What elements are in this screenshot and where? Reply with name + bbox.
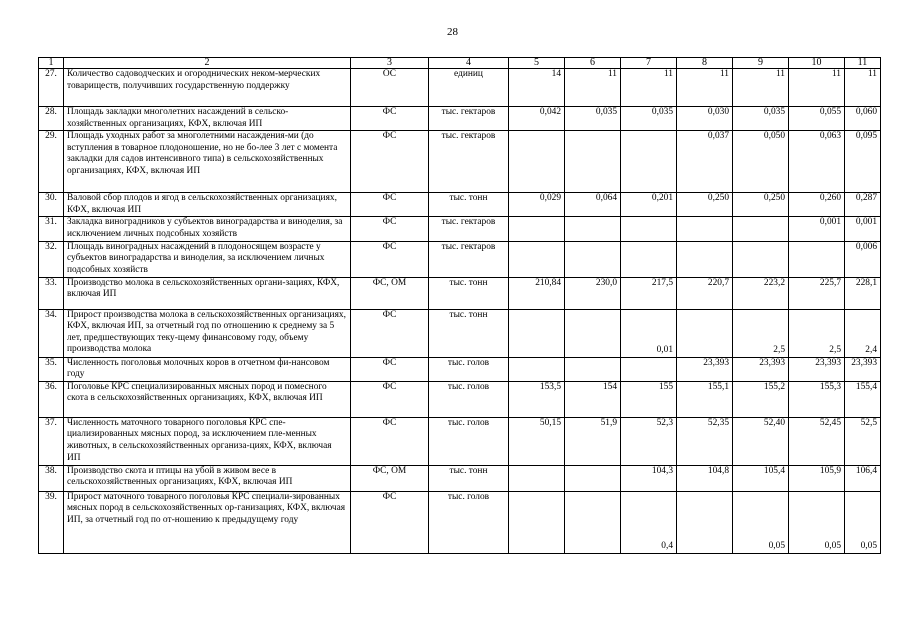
value-cell: 0,201 <box>621 193 677 217</box>
value-cell: 0,001 <box>789 217 845 241</box>
value-cell: 0,001 <box>845 217 881 241</box>
value-cell: 52,5 <box>845 417 881 465</box>
value-cell <box>621 131 677 193</box>
unit-of-measure: единиц <box>429 69 509 107</box>
row-number: 31. <box>39 217 64 241</box>
row-number: 38. <box>39 465 64 491</box>
value-cell <box>733 217 789 241</box>
value-cell: 0,05 <box>789 491 845 553</box>
row-number: 30. <box>39 193 64 217</box>
table-row <box>39 465 881 491</box>
unit-of-measure: тыс. голов <box>429 417 509 465</box>
indicator-name: Закладка виноградников у субъектов виноградарства и виноделия, за исключением личных подсобных хозяйств <box>64 217 351 241</box>
column-header-3: 3 <box>351 58 429 69</box>
indicator-name: Площадь виноградных насаждений в плодоносящем возрасте у субъектов виноградарства и виноделия, за исключением личных подсобных хозяйств <box>64 241 351 277</box>
value-cell: 0,05 <box>733 491 789 553</box>
value-cell <box>509 465 565 491</box>
indicator-table <box>38 57 881 554</box>
value-cell: 11 <box>677 69 733 107</box>
indicator-name: Количество садоводческих и огороднических неком-мерческих товариществ, получивших государственную поддержку <box>64 69 351 107</box>
data-source: ФС <box>351 491 429 553</box>
value-cell <box>621 217 677 241</box>
data-source: ФС <box>351 357 429 381</box>
unit-of-measure: тыс. тонн <box>429 277 509 309</box>
data-source: ФС <box>351 309 429 357</box>
column-header-11: 11 <box>845 58 881 69</box>
table-row <box>39 309 881 357</box>
value-cell: 154 <box>565 381 621 417</box>
column-header-9: 9 <box>733 58 789 69</box>
row-number: 32. <box>39 241 64 277</box>
table-row <box>39 417 881 465</box>
value-cell: 155,2 <box>733 381 789 417</box>
page-number: 28 <box>447 26 458 38</box>
value-cell: 0,029 <box>509 193 565 217</box>
value-cell: 11 <box>789 69 845 107</box>
value-cell <box>565 131 621 193</box>
value-cell: 50,15 <box>509 417 565 465</box>
value-cell <box>565 491 621 553</box>
value-cell: 52,45 <box>789 417 845 465</box>
row-number: 28. <box>39 107 64 131</box>
unit-of-measure: тыс. голов <box>429 381 509 417</box>
indicator-name: Прирост маточного товарного поголовья КРС специали-зированных мясных пород в сельскохозяйственных ор-ганизациях, КФХ, включая ИП, за отчетный год по от-ношению к предыдущему году <box>64 491 351 553</box>
value-cell: 0,030 <box>677 107 733 131</box>
data-source: ФС <box>351 131 429 193</box>
value-cell <box>789 241 845 277</box>
value-cell: 0,095 <box>845 131 881 193</box>
row-number: 27. <box>39 69 64 107</box>
value-cell: 0,063 <box>789 131 845 193</box>
indicator-name: Валовой сбор плодов и ягод в сельскохозяйственных организациях, КФХ, включая ИП <box>64 193 351 217</box>
value-cell: 0,064 <box>565 193 621 217</box>
value-cell <box>509 309 565 357</box>
value-cell <box>509 241 565 277</box>
data-source: ФС <box>351 107 429 131</box>
value-cell: 210,84 <box>509 277 565 309</box>
value-cell: 155,3 <box>789 381 845 417</box>
value-cell: 2,5 <box>789 309 845 357</box>
value-cell <box>565 465 621 491</box>
data-source: ФС <box>351 241 429 277</box>
value-cell: 0,287 <box>845 193 881 217</box>
table-row <box>39 69 881 107</box>
value-cell: 0,035 <box>565 107 621 131</box>
value-cell: 0,250 <box>677 193 733 217</box>
indicator-name: Производство скота и птицы на убой в живом весе в сельскохозяйственных организациях, КФХ, включая ИП <box>64 465 351 491</box>
value-cell: 2,5 <box>733 309 789 357</box>
value-cell: 0,035 <box>621 107 677 131</box>
value-cell: 0,050 <box>733 131 789 193</box>
value-cell: 23,393 <box>677 357 733 381</box>
value-cell <box>677 309 733 357</box>
value-cell <box>621 357 677 381</box>
table-row <box>39 107 881 131</box>
row-number: 39. <box>39 491 64 553</box>
indicator-name: Производство молока в сельскохозяйственных органи-зациях, КФХ, включая ИП <box>64 277 351 309</box>
value-cell <box>509 357 565 381</box>
value-cell: 52,35 <box>677 417 733 465</box>
value-cell: 155,4 <box>845 381 881 417</box>
table-row <box>39 357 881 381</box>
value-cell <box>565 241 621 277</box>
column-header-5: 5 <box>509 58 565 69</box>
data-source: ФС, ОМ <box>351 277 429 309</box>
value-cell: 0,055 <box>789 107 845 131</box>
value-cell: 105,4 <box>733 465 789 491</box>
table-row <box>39 193 881 217</box>
unit-of-measure: тыс. гектаров <box>429 131 509 193</box>
value-cell: 0,035 <box>733 107 789 131</box>
unit-of-measure: тыс. тонн <box>429 465 509 491</box>
value-cell: 23,393 <box>789 357 845 381</box>
value-cell <box>565 217 621 241</box>
table-row <box>39 277 881 309</box>
value-cell: 14 <box>509 69 565 107</box>
value-cell: 0,250 <box>733 193 789 217</box>
data-source: ФС <box>351 381 429 417</box>
value-cell: 0,05 <box>845 491 881 553</box>
unit-of-measure: тыс. голов <box>429 491 509 553</box>
value-cell: 11 <box>565 69 621 107</box>
data-source: ФС <box>351 417 429 465</box>
value-cell <box>677 491 733 553</box>
value-cell <box>621 241 677 277</box>
table-row <box>39 241 881 277</box>
value-cell: 0,006 <box>845 241 881 277</box>
value-cell: 0,060 <box>845 107 881 131</box>
value-cell <box>565 309 621 357</box>
value-cell: 223,2 <box>733 277 789 309</box>
row-number: 29. <box>39 131 64 193</box>
value-cell: 11 <box>845 69 881 107</box>
data-source: ОС <box>351 69 429 107</box>
value-cell: 11 <box>733 69 789 107</box>
data-source: ФС, ОМ <box>351 465 429 491</box>
value-cell: 230,0 <box>565 277 621 309</box>
indicator-name: Поголовье КРС специализированных мясных пород и помесного скота в сельскохозяйственных организациях, КФХ, включая ИП <box>64 381 351 417</box>
row-number: 35. <box>39 357 64 381</box>
value-cell <box>509 131 565 193</box>
value-cell <box>565 357 621 381</box>
column-header-6: 6 <box>565 58 621 69</box>
value-cell: 225,7 <box>789 277 845 309</box>
column-header-10: 10 <box>789 58 845 69</box>
column-header-8: 8 <box>677 58 733 69</box>
table-row <box>39 491 881 553</box>
data-source: ФС <box>351 193 429 217</box>
table-row <box>39 131 881 193</box>
row-number: 37. <box>39 417 64 465</box>
indicator-name: Численность поголовья молочных коров в отчетном фи-нансовом году <box>64 357 351 381</box>
table-row <box>39 381 881 417</box>
value-cell <box>677 217 733 241</box>
indicator-name: Площадь закладки многолетних насаждений в сельско-хозяйственных организациях, КФХ, включая ИП <box>64 107 351 131</box>
value-cell: 105,9 <box>789 465 845 491</box>
value-cell: 52,3 <box>621 417 677 465</box>
column-header-2: 2 <box>64 58 351 69</box>
value-cell: 2,4 <box>845 309 881 357</box>
row-number: 34. <box>39 309 64 357</box>
value-cell: 153,5 <box>509 381 565 417</box>
unit-of-measure: тыс. гектаров <box>429 241 509 277</box>
value-cell: 11 <box>621 69 677 107</box>
value-cell: 23,393 <box>845 357 881 381</box>
value-cell: 104,3 <box>621 465 677 491</box>
value-cell <box>733 241 789 277</box>
column-header-1: 1 <box>39 58 64 69</box>
unit-of-measure: тыс. гектаров <box>429 107 509 131</box>
value-cell: 52,40 <box>733 417 789 465</box>
row-number: 33. <box>39 277 64 309</box>
unit-of-measure: тыс. тонн <box>429 193 509 217</box>
unit-of-measure: тыс. тонн <box>429 309 509 357</box>
value-cell: 51,9 <box>565 417 621 465</box>
indicator-name: Численность маточного товарного поголовья КРС спе-циализированных мясных пород, за исключением пле-менных животных, в сельскохозяйственных организа-циях, КФХ, включая ИП <box>64 417 351 465</box>
header-row <box>39 58 881 69</box>
value-cell <box>509 491 565 553</box>
column-header-7: 7 <box>621 58 677 69</box>
value-cell: 220,7 <box>677 277 733 309</box>
value-cell: 0,037 <box>677 131 733 193</box>
table-body <box>39 69 881 554</box>
value-cell <box>677 241 733 277</box>
value-cell: 106,4 <box>845 465 881 491</box>
indicator-name: Прирост производства молока в сельскохозяйственных организациях, КФХ, включая ИП, за отчетный год по отношению к среднему за 5 лет, предшествующих теку-щему финансовому году, объему производства молока <box>64 309 351 357</box>
column-header-4: 4 <box>429 58 509 69</box>
value-cell: 23,393 <box>733 357 789 381</box>
value-cell: 217,5 <box>621 277 677 309</box>
value-cell: 0,4 <box>621 491 677 553</box>
value-cell: 104,8 <box>677 465 733 491</box>
value-cell: 0,042 <box>509 107 565 131</box>
value-cell: 228,1 <box>845 277 881 309</box>
value-cell: 0,01 <box>621 309 677 357</box>
unit-of-measure: тыс. гектаров <box>429 217 509 241</box>
value-cell: 0,260 <box>789 193 845 217</box>
table-row <box>39 217 881 241</box>
row-number: 36. <box>39 381 64 417</box>
value-cell <box>509 217 565 241</box>
indicator-name: Площадь уходных работ за многолетними насаждения-ми (до вступления в товарное плодоношение, но не бо-лее 3 лет с момента закладки для садов интенсивного типа) в сельскохозяйственных организациях, КФХ, включая ИП <box>64 131 351 193</box>
data-source: ФС <box>351 217 429 241</box>
unit-of-measure: тыс. голов <box>429 357 509 381</box>
value-cell: 155 <box>621 381 677 417</box>
value-cell: 155,1 <box>677 381 733 417</box>
